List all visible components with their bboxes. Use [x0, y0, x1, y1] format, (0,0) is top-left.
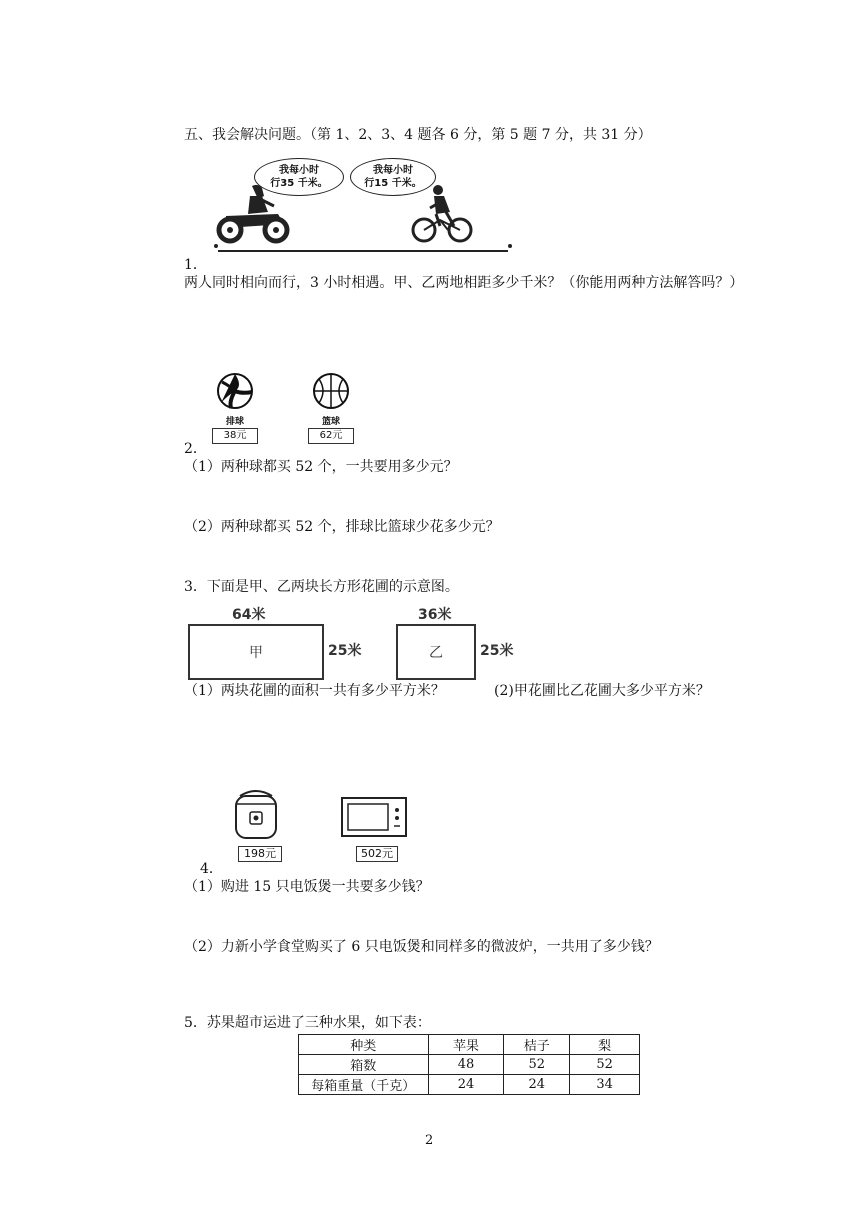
table-header-row: [299, 1035, 640, 1055]
q1-number: 1．: [184, 257, 207, 273]
table-cell: 每箱重量（千克）: [299, 1075, 429, 1095]
motorcycle-rider-icon: [214, 182, 294, 244]
bubble-left-line2: 行35 千米。: [270, 178, 328, 189]
table-cell: 箱数: [299, 1055, 429, 1075]
bicycle-rider-icon: [410, 184, 474, 244]
garden-b-top-label: 36米: [418, 607, 452, 623]
rice-cooker-icon: [232, 786, 280, 842]
volleyball-label: 排球: [225, 417, 244, 427]
table-cell: 48: [428, 1055, 504, 1075]
q2-sub1: （1）两种球都买 52 个，一共要用多少元？: [184, 459, 458, 475]
garden-b-side-label: 25米: [480, 643, 514, 659]
microwave-icon: [340, 796, 408, 838]
q4-number: 4．: [200, 861, 223, 877]
rice-cooker-price-tag: 198元: [238, 846, 282, 862]
garden-a-name: 甲: [249, 645, 263, 661]
basketball-icon: [312, 372, 350, 410]
q1-illustration: [210, 154, 520, 258]
q3-title: 3．下面是甲、乙两块长方形花圃的示意图。: [184, 579, 459, 595]
q5-title: 5．苏果超市运进了三种水果，如下表：: [184, 1015, 431, 1031]
bubble-right-line2: 行15 千米。: [364, 178, 422, 189]
garden-a-side-label: 25米: [328, 643, 362, 659]
table-cell: 24: [428, 1075, 504, 1095]
volleyball-price-tag: 38元: [212, 428, 258, 444]
microwave-price-tag: 502元: [356, 846, 398, 862]
section-title: 五、我会解决问题。（第 1、2、3、4 题各 6 分，第 5 题 7 分，共 31 分）: [184, 127, 652, 143]
q3-sub2: (2)甲花圃比乙花圃大多少平方米？: [494, 683, 710, 699]
table-header-cell: 桔子: [504, 1035, 570, 1055]
table-header-cell: 梨: [570, 1035, 640, 1055]
basketball-price-tag: 62元: [308, 428, 354, 444]
table-row: [299, 1075, 640, 1095]
volleyball-icon: [216, 372, 254, 410]
garden-a-top-label: 64米: [232, 607, 266, 623]
table-header-cell: 种类: [299, 1035, 429, 1055]
garden-b-name: 乙: [429, 645, 443, 661]
garden-a-rectangle: [188, 624, 324, 680]
table-cell: 52: [570, 1055, 640, 1075]
q2-sub2: （2）两种球都买 52 个，排球比篮球少花多少元？: [184, 519, 500, 535]
q2-illustration: [200, 372, 370, 448]
q1-text: 两人同时相向而行，3 小时相遇。甲、乙两地相距多少千米？（你能用两种方法解答吗？）: [184, 275, 744, 291]
q4-sub2: （2）力新小学食堂购买了 6 只电饭煲和同样多的微波炉，一共用了多少钱？: [184, 939, 659, 955]
q3-sub1: （1）两块花圃的面积一共有多少平方米？: [184, 683, 445, 699]
table-cell: 52: [504, 1055, 570, 1075]
fruit-table: [298, 1034, 640, 1095]
table-row: [299, 1055, 640, 1075]
table-cell: 24: [504, 1075, 570, 1095]
distance-line: [218, 250, 508, 252]
q4-sub1: （1）购进 15 只电饭煲一共要多少钱？: [184, 879, 430, 895]
page-number: 2: [425, 1133, 434, 1148]
line-end-left: [214, 244, 218, 248]
line-end-right: [508, 244, 512, 248]
table-header-cell: 苹果: [428, 1035, 504, 1055]
q2-number: 2．: [184, 441, 207, 457]
garden-b-rectangle: [396, 624, 476, 680]
basketball-label: 篮球: [321, 417, 340, 427]
table-cell: 34: [570, 1075, 640, 1095]
bubble-right-line1: 我每小时: [373, 165, 413, 176]
bubble-left-line1: 我每小时: [279, 165, 319, 176]
